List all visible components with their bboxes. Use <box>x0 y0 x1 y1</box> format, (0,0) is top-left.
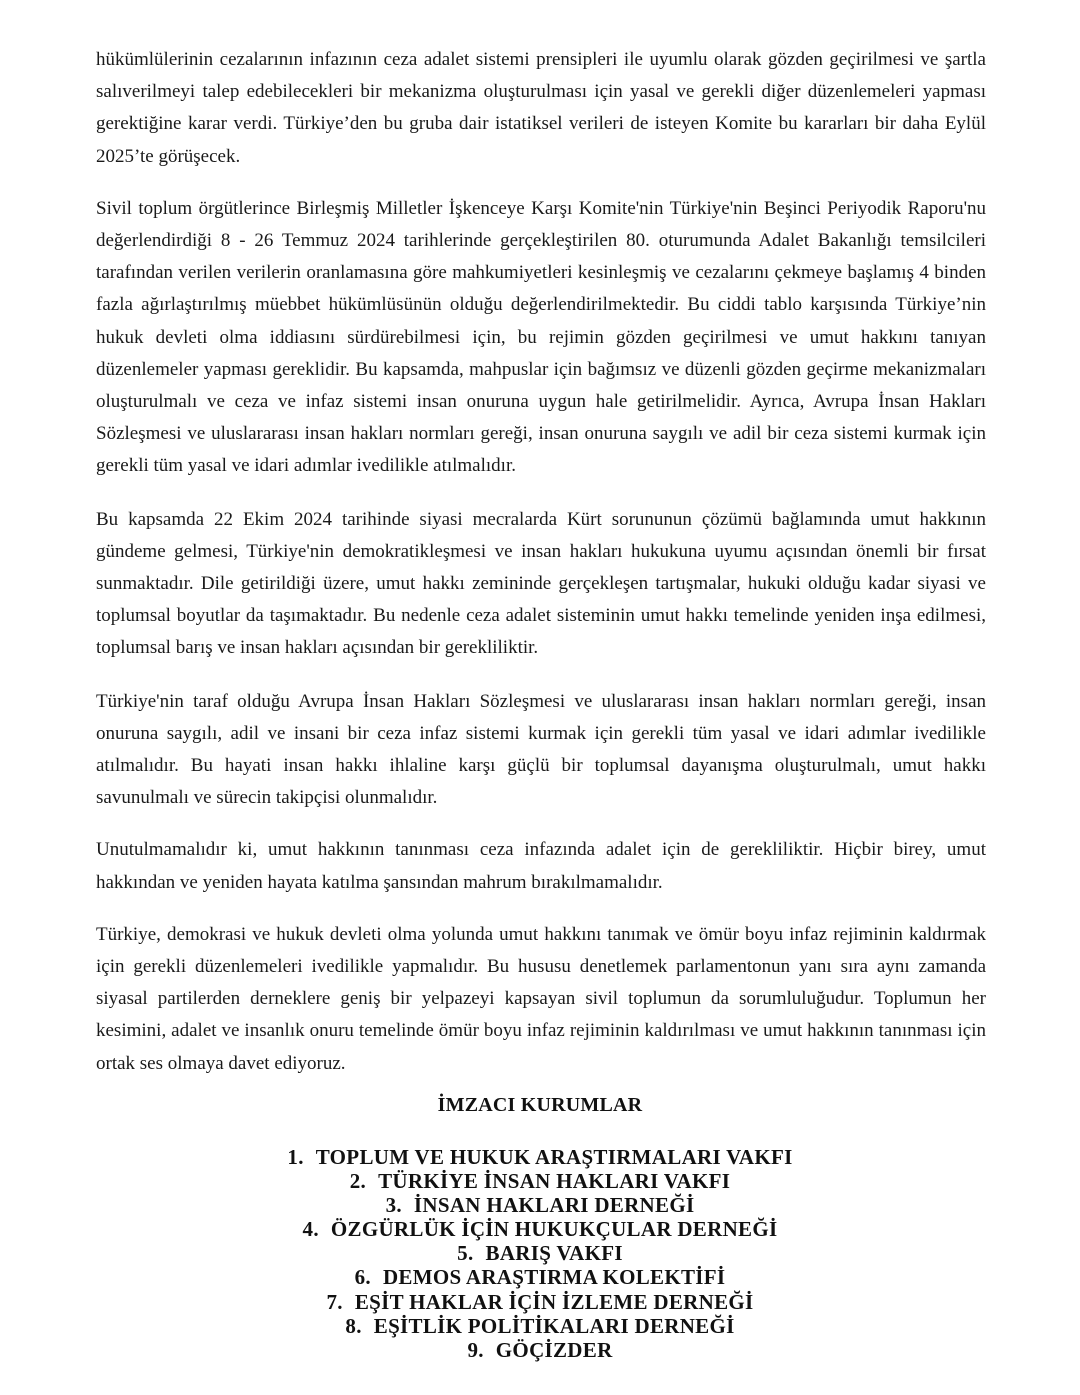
signatory-item <box>0 1241 1080 1265</box>
signatory-number: 3. <box>385 1193 402 1218</box>
signatories-title: İMZACI KURUMLAR <box>437 1094 643 1116</box>
paragraph-right-to-hope-agenda: Bu kapsamda 22 Ekim 2024 tarihinde siyasi mecralarda Kürt sorununun çözümü bağlamında umut hakkının gündeme gelmesi, Türkiye'nin demokratikleşmesi ve insan hakları hukukuna uyumu açısından önemli bir fırsat sunmaktadır. Dile getirildiği üzere, umut hakkı zemininde gerçekleşen tartışmalar, hukuki olduğu kadar siyasi ve toplumsal boyutlar da taşımaktadır. Bu nedenle ceza adalet sisteminin umut hakkı temelinde yeniden inşa edilmesi, toplumsal barış ve insan hakları açısından bir gerekliliktir. <box>96 508 986 659</box>
signatory-name: ÖZGÜRLÜK İÇİN HUKUKÇULAR DERNEĞİ <box>330 1217 778 1242</box>
signatory-number: 7. <box>326 1289 343 1314</box>
signatory-item <box>0 1265 1080 1289</box>
signatory-item <box>0 1290 1080 1314</box>
signatory-item <box>0 1314 1080 1338</box>
signatory-item <box>0 1338 1080 1362</box>
signatory-name: TOPLUM VE HUKUK ARAŞTIRMALARI VAKFI <box>315 1145 793 1169</box>
signatory-number: 2. <box>349 1169 367 1194</box>
signatory-number: 9. <box>467 1337 484 1362</box>
signatory-name: BARIŞ VAKFI <box>485 1241 623 1266</box>
signatory-item <box>0 1169 1080 1193</box>
paragraph-sentencing-review: hükümlülerinin cezalarının infazının ceza adalet sistemi prensipleri ile uyumlu olarak gözden geçirilmesi ve şartla salıverilmeyi talep edebilecekleri bir mekanizma oluşturulması için yasal ve gerekli diğer düzenlemeleri yapması gerektiğine karar verdi. Türkiye’den bu gruba dair istatiksel verileri de isteyen Komite bu kararları bir daha Eylül 2025’te görüşecek. <box>96 49 986 167</box>
signatory-name: EŞİT HAKLAR İÇİN İZLEME DERNEĞİ <box>354 1289 754 1314</box>
signatory-list <box>0 1145 1080 1362</box>
signatory-number: 6. <box>354 1265 371 1290</box>
document-body <box>96 44 986 1080</box>
signatory-item <box>0 1193 1080 1217</box>
paragraph-not-forget: Unutulmamalıdır ki, umut hakkının tanınması ceza infazında adalet için de gerekliliktir. Hiçbir birey, umut hakkından ve yeniden hayata katılma şansından mahrum bırakılmamalıdır. <box>96 839 986 893</box>
signatory-item <box>0 1145 1080 1169</box>
paragraph-call-to-action: Türkiye, demokrasi ve hukuk devleti olma yolunda umut hakkını tanımak ve ömür boyu infaz rejiminin kaldırmak için gerekli düzenlemeleri ivedilikle yapmalıdır. Bu hususu denetlemek parlamentonun yanı sıra aynı zamanda siyasal partilerden derneklere geniş bir yelpazeyi kapsayan sivil toplumun da sorumluluğudur. Toplumun her kesimini, adalet ve insanlık onuru temelinde ömür boyu infaz rejiminin kaldırılması ve umut hakkının tanınması için ortak ses olmaya davet ediyoruz. <box>96 923 986 1074</box>
signatory-number: 8. <box>345 1313 362 1338</box>
signatory-name: DEMOS ARAŞTIRMA KOLEKTİFİ <box>382 1265 726 1290</box>
signatory-name: GÖÇİZDER <box>495 1337 613 1362</box>
signatory-number: 5. <box>457 1241 474 1266</box>
signatory-number: 4. <box>302 1217 319 1242</box>
signatory-name: TÜRKİYE İNSAN HAKLARI VAKFI <box>378 1169 731 1194</box>
signatory-name: EŞİTLİK POLİTİKALARI DERNEĞİ <box>373 1313 735 1338</box>
signatory-name: İNSAN HAKLARI DERNEĞİ <box>413 1193 695 1218</box>
signatory-number: 1. <box>287 1145 304 1169</box>
paragraph-echr-obligations: Türkiye'nin taraf olduğu Avrupa İnsan Hakları Sözleşmesi ve uluslararası insan hakları normları gereği, insan onuruna saygılı, adil ve insani bir ceza infaz sistemi kurmak için gerekli tüm yasal ve idari adımlar ivedilikle atılmalıdır. Bu hayati insan hakkı ihlaline karşı güçlü bir toplumsal dayanışma oluşturulmalı, umut hakkı savunulmalı ve sürecin takipçisi olunmalıdır. <box>96 690 986 809</box>
signatory-item <box>0 1217 1080 1241</box>
paragraph-un-committee-report: Sivil toplum örgütlerince Birleşmiş Milletler İşkenceye Karşı Komite'nin Türkiye'nin Beşinci Periyodik Raporu'nu değerlendirdiği 8 - 26 Temmuz 2024 tarihlerinde gerçekleştirilen 80. oturumunda Adalet Bakanlığı temsilcileri tarafından verilen verilerin oranlamasına göre mahkumiyetleri kesinleşmiş ve cezalarını çekmeye başlamış 4 binden fazla ağırlaştırılmış müebbet hükümlüsünün olduğu değerlendirilmektedir. Bu ciddi tablo karşısında Türkiye’nin hukuk devleti olma iddiasını sürdürebilmesi için, bu rejimin gözden geçirilmesi ve umut hakkını tanıyan düzenlemeler yapması gereklidir. Bu kapsamda, mahpuslar için bağımsız ve düzenli gözden geçirme mekanizmaları oluşturulmalı ve ceza ve infaz sistemi insan onuruna uygun hale getirilmelidir. Ayrıca, Avrupa İnsan Hakları Sözleşmesi ve uluslararası insan hakları normları gereği, insan onuruna saygılı ve adil bir ceza sistemi kurmak için gerekli tüm yasal ve idari adımlar ivedilikle atılmalıdır. <box>96 197 986 477</box>
